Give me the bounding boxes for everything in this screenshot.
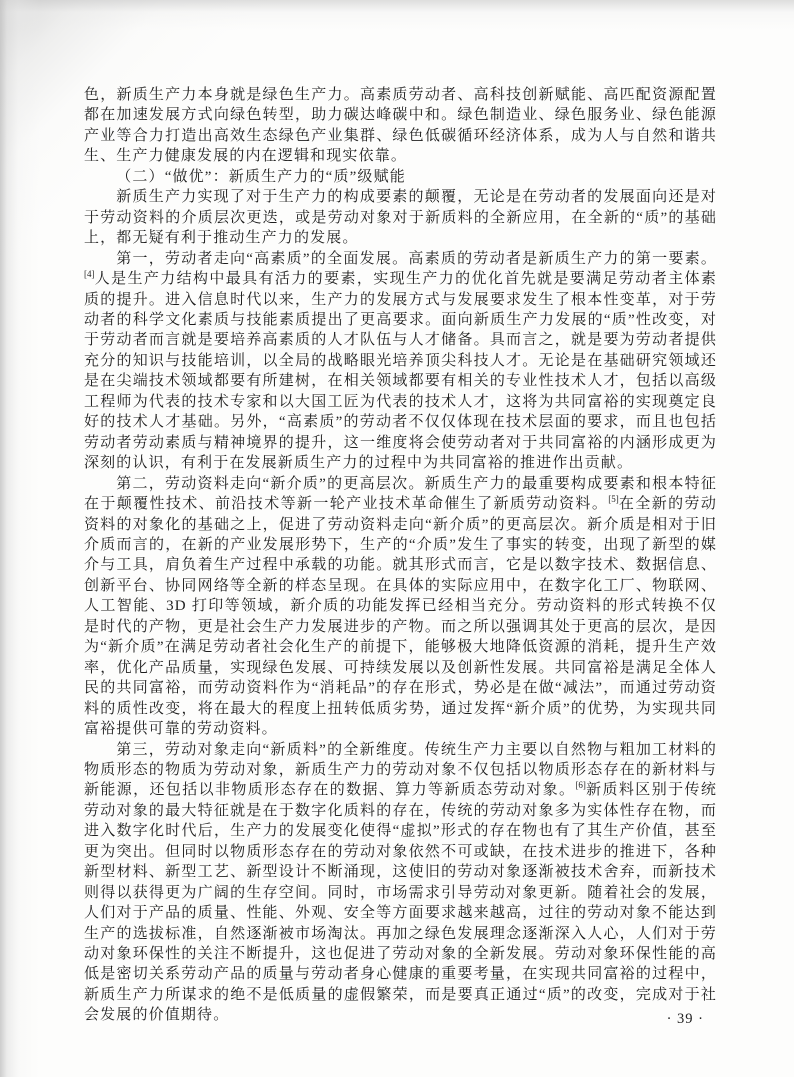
article-text-block [84,85,717,1026]
paragraph-first-point [84,249,717,474]
footnote-ref-6: [6] [575,780,586,791]
paragraph-intro: 新质生产力实现了对于生产力的构成要素的颠覆，无论是在劳动者的发展面向还是对于劳动资料的介质层次更迭，或是劳动对象对于新质料的全新应用，在全新的“质”的基础上，都无疑有利于推动生产力的发展。 [84,189,717,247]
footnote-ref-4: [4] [84,269,95,280]
section-heading: （二）“做优”：新质生产力的“质”级赋能 [116,168,406,185]
paragraph-first-text-b: 人是生产力结构中最具有活力的要素，实现生产力的优化首先就是要满足劳动者主体素质的提升。进入信息时代以来，生产力的发展方式与发展要求发生了根本性变革，对于劳动者的科学文化素质与技能素质提出了更高要求。面向新质生产力发展的“质”性改变，对于劳动者而言就是要培养高素质的人才队伍与人才储备。具而言之，就是要为劳动者提供充分的知识与技能培训，以全局的战略眼光培养顶尖科技人才。无论是在基础研究领域还是在尖端技术领域都要有所建树，在相关领域都要有相关的专业性技术人才，包括以高级工程师为代表的技术专家和以大国工匠为代表的技术人才，这将为共同富裕的实现奠定良好的技术人才基础。另外，“高素质”的劳动者不仅仅体现在技术层面的要求，而且也包括劳动者劳动素质与精神境界的提升，这一维度将会使劳动者对于共同富裕的内涵形成更为深刻的认识，有利于在发展新质生产力的过程中为共同富裕的推进作出贡献。 [84,271,717,472]
footnote-ref-5: [5] [608,494,619,505]
paragraph-second-point [84,474,717,740]
paragraph-third-text-b: 新质料区别于传统劳动对象的最大特征就是在于数字化质料的存在，传统的劳动对象多为实体性存在物，而进入数字化时代后，生产力的发展变化使得“虚拟”形式的存在物也有了其生产价值，甚至更为突出。但同时以物质形态存在的劳动对象依然不可或缺，在技术进步的推进下，各种新型材料、新型工艺、新型设计不断涌现，这使旧的劳动对象逐渐被技术舍弃，而新技术则得以获得更为广阔的生存空间。同时，市场需求引导劳动对象更新。随着社会的发展，人们对于产品的质量、性能、外观、安全等方面要求越来越高，过往的劳动对象不能达到生产的选拔标准，自然逐渐被市场淘汰。再加之绿色发展理念逐渐深入人心，人们对于劳动对象环保性的关注不断提升，这也促进了劳动对象的全新发展。劳动对象环保性能的高低是密切关系劳动产品的质量与劳动者身心健康的重要考量，在实现共同富裕的过程中，新质生产力所谋求的绝不是低质量的虚假繁荣，而是要真正通过“质”的改变，完成对于社会发展的价值期待。 [84,782,717,1024]
paragraph-first-text-a: 第一，劳动者走向“高素质”的全面发展。高素质的劳动者是新质生产力的第一要素。 [116,250,717,267]
paragraph-continuation: 色，新质生产力本身就是绿色生产力。高素质劳动者、高科技创新赋能、高匹配资源配置都在加速发展方式向绿色转型，助力碳达峰碳中和。绿色制造业、绿色服务业、绿色能源产业等合力打造出高效生态绿色产业集群、绿色低碳循环经济体系，成为人与自然和谐共生、生产力健康发展的内在逻辑和现实依靠。 [84,87,717,165]
paragraph-third-point [84,740,717,1026]
paragraph-third-text-a: 第三，劳动对象走向“新质料”的全新维度。传统生产力主要以自然物与粗加工材料的物质形态的物质为劳动对象，新质生产力的劳动对象不仅包括以物质形态存在的新材料与新能源，还包括以非物质形态存在的数据、算力等新质态劳动对象。 [84,741,717,799]
paragraph-second-text-a: 第二，劳动资料走向“新介质”的更高层次。新质生产力的最重要构成要素和根本特征在于颠覆性技术、前沿技术等新一轮产业技术革命催生了新质劳动资料。 [84,475,717,513]
paragraph-second-text-b: 在全新的劳动资料的对象化的基础之上，促进了劳动资料走向“新介质”的更高层次。新介质是相对于旧介质而言的，在新的产业发展形势下，生产的“介质”发生了事实的转变，出现了新型的媒介与工具，肩负着生产过程中承载的功能。就其形式而言，它是以数字技术、数据信息、创新平台、协同网络等全新的样态呈现。在具体的实际应用中，在数字化工厂、物联网、人工智能、3D 打印等领域，新介质的功能发挥已经相当充分。劳动资料的形式转换不仅是时代的产物，更是社会生产力发展进步的产物。而之所以强调其处于更高的层次，是因为“新介质”在满足劳动者社会化生产的前提下，能够极大地降低资源的消耗，提升生产效率，优化产品质量，实现绿色发展、可持续发展以及创新性发展。共同富裕是满足全体人民的共同富裕，而劳动资料作为“消耗品”的存在形式，势必是在做“减法”，而通过劳动资料的质性改变，将在最大的程度上扭转低质劣势，通过发挥“新介质”的优势，为实现共同富裕提供可靠的劳动资料。 [84,496,717,738]
page-number: · 39 · [666,1011,704,1027]
